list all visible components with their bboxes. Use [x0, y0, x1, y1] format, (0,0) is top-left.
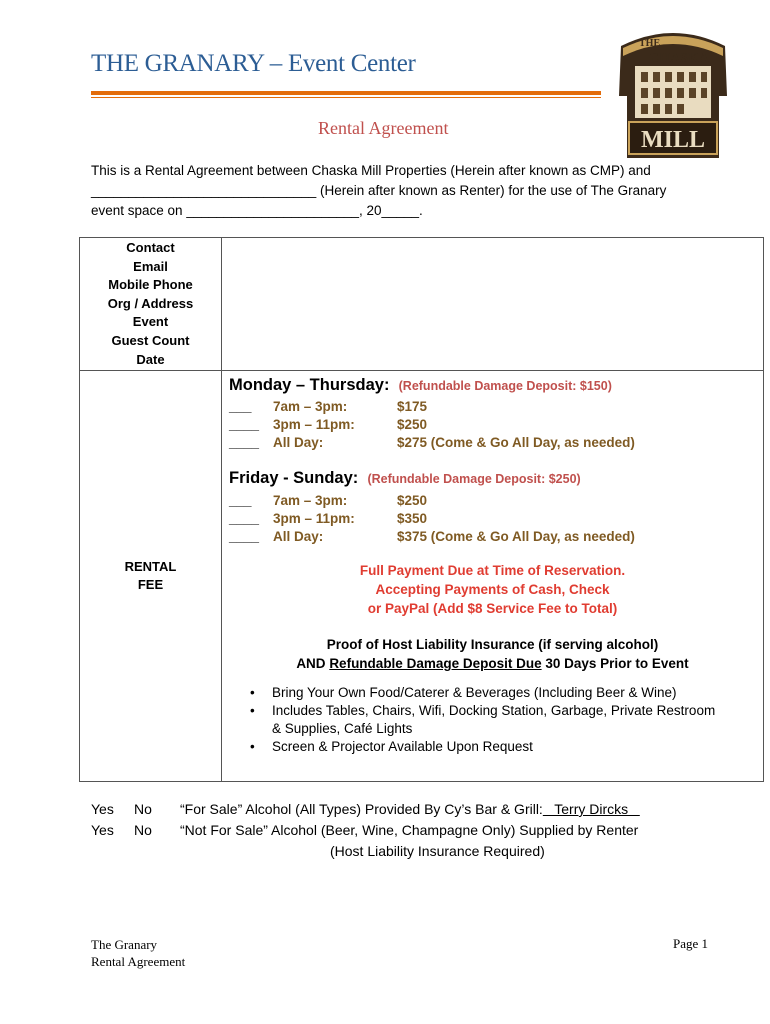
rate-checkbox-blank[interactable]: ___: [229, 493, 252, 508]
rental-fee-cell: [222, 371, 764, 782]
intro-paragraph: [91, 161, 711, 221]
payment-terms: [222, 561, 763, 618]
weekday-rate-row[interactable]: [229, 434, 635, 452]
weekend-deposit: (Refundable Damage Deposit: $250): [367, 472, 581, 486]
rate-checkbox-blank[interactable]: ____: [229, 435, 260, 450]
weekend-heading: [229, 469, 581, 488]
weekend-rate-row[interactable]: [229, 492, 427, 510]
alcohol-for-sale-no[interactable]: No: [134, 801, 152, 817]
logo-text-mill: MILL: [640, 127, 706, 153]
logo-text-the: THE: [639, 38, 661, 49]
weekday-rate-row[interactable]: [229, 398, 427, 416]
chaska-mill-logo: [615, 26, 731, 162]
footer-line: Rental Agreement: [91, 954, 186, 969]
rate-price: $250: [397, 493, 428, 508]
rate-time: All Day:: [273, 529, 324, 544]
rate-price: $350: [397, 511, 428, 526]
weekday-deposit: (Refundable Damage Deposit: $150): [398, 379, 612, 393]
alcohol-not-for-sale-no[interactable]: No: [134, 822, 152, 838]
rate-time: All Day:: [273, 435, 324, 450]
weekend-rate-row[interactable]: [229, 510, 427, 528]
rental-fee-label-line1: RENTAL: [124, 559, 177, 574]
intro-line: This is a Rental Agreement between Chaska Mill Properties (Herein after known as CMP) and: [91, 163, 651, 178]
rate-price: $375 (Come & Go All Day, as needed): [397, 529, 635, 544]
weekday-rate-row[interactable]: [229, 416, 427, 434]
rate-time: 3pm – 11pm:: [273, 511, 355, 526]
label-guest-count: Guest Count: [111, 332, 190, 348]
rate-time: 3pm – 11pm:: [273, 417, 355, 432]
list-item: • Includes Tables, Chairs, Wifi, Docking Station, Garbage, Private Restroom & Supplies, Café Lights: [250, 702, 720, 738]
label-email: Email: [133, 258, 168, 274]
rate-checkbox-blank[interactable]: ____: [229, 417, 260, 432]
rate-price: $275 (Come & Go All Day, as needed): [397, 435, 635, 450]
rate-price: $250: [397, 417, 428, 432]
proof-line: Proof of Host Liability Insurance (if serving alcohol): [326, 637, 659, 652]
rate-checkbox-blank[interactable]: ____: [229, 511, 260, 526]
rate-price: $175: [397, 399, 428, 414]
info-entry-cell[interactable]: [222, 238, 764, 371]
amenities-list: [250, 684, 720, 756]
label-mobile-phone: Mobile Phone: [108, 277, 193, 293]
info-labels-cell: [80, 238, 222, 371]
alcohol-line1: “For Sale” Alcohol (All Types) Provided By Cy’s Bar & Grill:: [180, 801, 543, 817]
document-subtitle: Rental Agreement: [318, 118, 449, 138]
intro-line: event space on _______________________, 20_____.: [91, 203, 423, 218]
weekday-heading: [229, 376, 612, 395]
title-rule-thick: [91, 91, 601, 95]
label-date: Date: [136, 351, 165, 367]
payment-line: or PayPal (Add $8 Service Fee to Total): [367, 601, 618, 616]
page-number: Page 1: [673, 936, 709, 951]
alcohol-insurance-note: (Host Liability Insurance Required): [330, 843, 545, 859]
payment-line: Full Payment Due at Time of Reservation.: [359, 563, 626, 578]
list-item: • Bring Your Own Food/Caterer & Beverages (Including Beer & Wine): [250, 684, 720, 702]
alcohol-provider-name: Terry Dircks: [542, 801, 640, 817]
alcohol-for-sale-text: [180, 799, 640, 819]
weekend-heading-text: Friday - Sunday:: [229, 469, 359, 487]
label-org-address: Org / Address: [107, 295, 194, 311]
proof-line: [222, 654, 763, 673]
logo-text-chaska: CHASKA: [649, 51, 709, 66]
insurance-requirement: [222, 635, 763, 673]
payment-line: Accepting Payments of Cash, Check: [375, 582, 610, 597]
document-title: THE GRANARY – Event Center: [91, 50, 416, 77]
rental-fee-label-cell: [80, 371, 222, 782]
proof-prefix: AND: [296, 656, 330, 671]
rate-checkbox-blank[interactable]: ____: [229, 529, 260, 544]
alcohol-not-for-sale-yes[interactable]: Yes: [91, 822, 114, 838]
label-event: Event: [132, 314, 169, 330]
rate-time: 7am – 3pm:: [273, 493, 348, 508]
rental-info-table: [79, 237, 764, 782]
weekend-rate-row[interactable]: [229, 528, 635, 546]
alcohol-not-for-sale-text: “Not For Sale” Alcohol (Beer, Wine, Champagne Only) Supplied by Renter: [180, 822, 639, 838]
title-rule-thin: [91, 97, 601, 98]
proof-underlined: Refundable Damage Deposit Due: [329, 656, 542, 671]
intro-line: ______________________________ (Herein after known as Renter) for the use of The Granary: [91, 183, 667, 198]
rate-time: 7am – 3pm:: [273, 399, 348, 414]
footer-line: The Granary: [91, 937, 158, 952]
rate-checkbox-blank[interactable]: ___: [229, 399, 252, 414]
alcohol-for-sale-yes[interactable]: Yes: [91, 801, 114, 817]
proof-suffix: 30 Days Prior to Event: [541, 656, 689, 671]
list-item: • Screen & Projector Available Upon Request: [250, 738, 720, 756]
footer-left: [91, 936, 185, 970]
rental-fee-label-line2: FEE: [137, 577, 164, 592]
weekday-heading-text: Monday – Thursday:: [229, 376, 390, 394]
label-contact: Contact: [126, 240, 175, 255]
